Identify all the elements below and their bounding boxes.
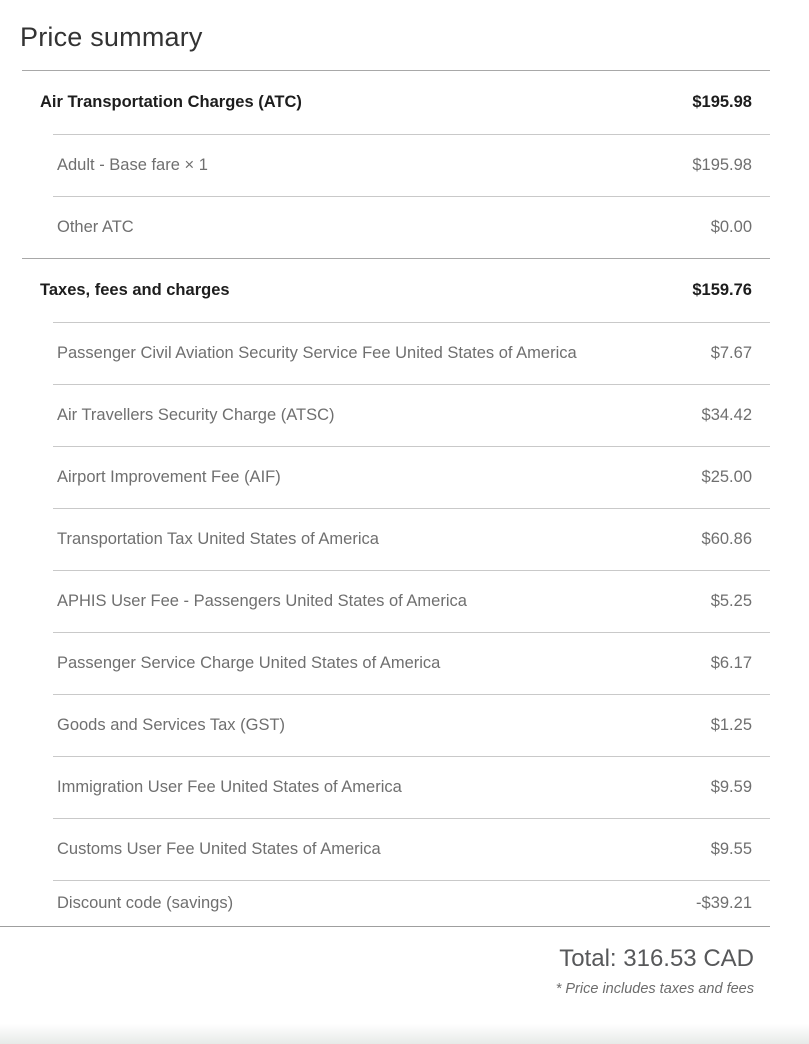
fee-row-base-fare	[0, 135, 809, 196]
fee-label: Adult - Base fare × 1	[57, 156, 208, 174]
fee-label: Other ATC	[57, 218, 134, 236]
fee-label: APHIS User Fee - Passengers United States of America	[57, 592, 467, 610]
fee-label: Transportation Tax United States of America	[57, 530, 379, 548]
fee-label: Goods and Services Tax (GST)	[57, 716, 286, 734]
total-footer	[0, 927, 809, 997]
section-header-label: Air Transportation Charges (ATC)	[40, 93, 302, 111]
fee-amount: $34.42	[701, 406, 752, 424]
fee-amount: $9.59	[710, 778, 752, 796]
fee-amount: $1.25	[710, 716, 752, 734]
fee-amount: $5.25	[710, 592, 752, 610]
fee-amount: $7.67	[710, 344, 752, 362]
fee-label: Customs User Fee United States of America	[57, 840, 381, 858]
fee-label: Airport Improvement Fee (AIF)	[57, 468, 281, 486]
fee-row	[0, 447, 809, 508]
fee-row-other-atc	[0, 197, 809, 258]
fee-label: Air Travellers Security Charge (ATSC)	[57, 406, 335, 424]
total-line	[0, 944, 754, 974]
price-note: * Price includes taxes and fees	[555, 981, 754, 997]
fee-row	[0, 571, 809, 632]
section-header-row-atc	[0, 71, 809, 134]
fee-label: Immigration User Fee United States of America	[57, 778, 402, 796]
fee-amount: $25.00	[701, 468, 752, 486]
fee-label: Passenger Civil Aviation Security Service Fee United States of America	[57, 344, 577, 362]
total-label: Total:	[559, 945, 617, 972]
fee-row	[0, 385, 809, 446]
price-summary-panel	[0, 20, 809, 1044]
fee-amount: $9.55	[710, 840, 752, 858]
fee-row	[0, 819, 809, 880]
fee-row	[0, 695, 809, 756]
section-header-amount: $159.76	[692, 281, 752, 299]
bottom-fade-shadow	[0, 1024, 809, 1044]
fee-row	[0, 757, 809, 818]
fee-row-discount	[0, 881, 809, 926]
fee-row	[0, 509, 809, 570]
fee-amount: $60.86	[701, 530, 752, 548]
section-header-amount: $195.98	[692, 93, 752, 111]
fee-row	[0, 323, 809, 384]
fee-amount: $195.98	[692, 156, 752, 174]
section-header-label: Taxes, fees and charges	[40, 281, 230, 299]
fee-amount: -$39.21	[696, 894, 752, 912]
price-summary-title: Price summary	[20, 22, 203, 52]
section-header-row-taxes	[0, 259, 809, 322]
fee-amount: $0.00	[710, 218, 752, 236]
fee-amount: $6.17	[710, 654, 752, 672]
fee-row	[0, 633, 809, 694]
fee-label: Discount code (savings)	[57, 894, 234, 912]
fee-label: Passenger Service Charge United States of America	[57, 654, 441, 672]
total-amount: 316.53 CAD	[623, 945, 754, 972]
